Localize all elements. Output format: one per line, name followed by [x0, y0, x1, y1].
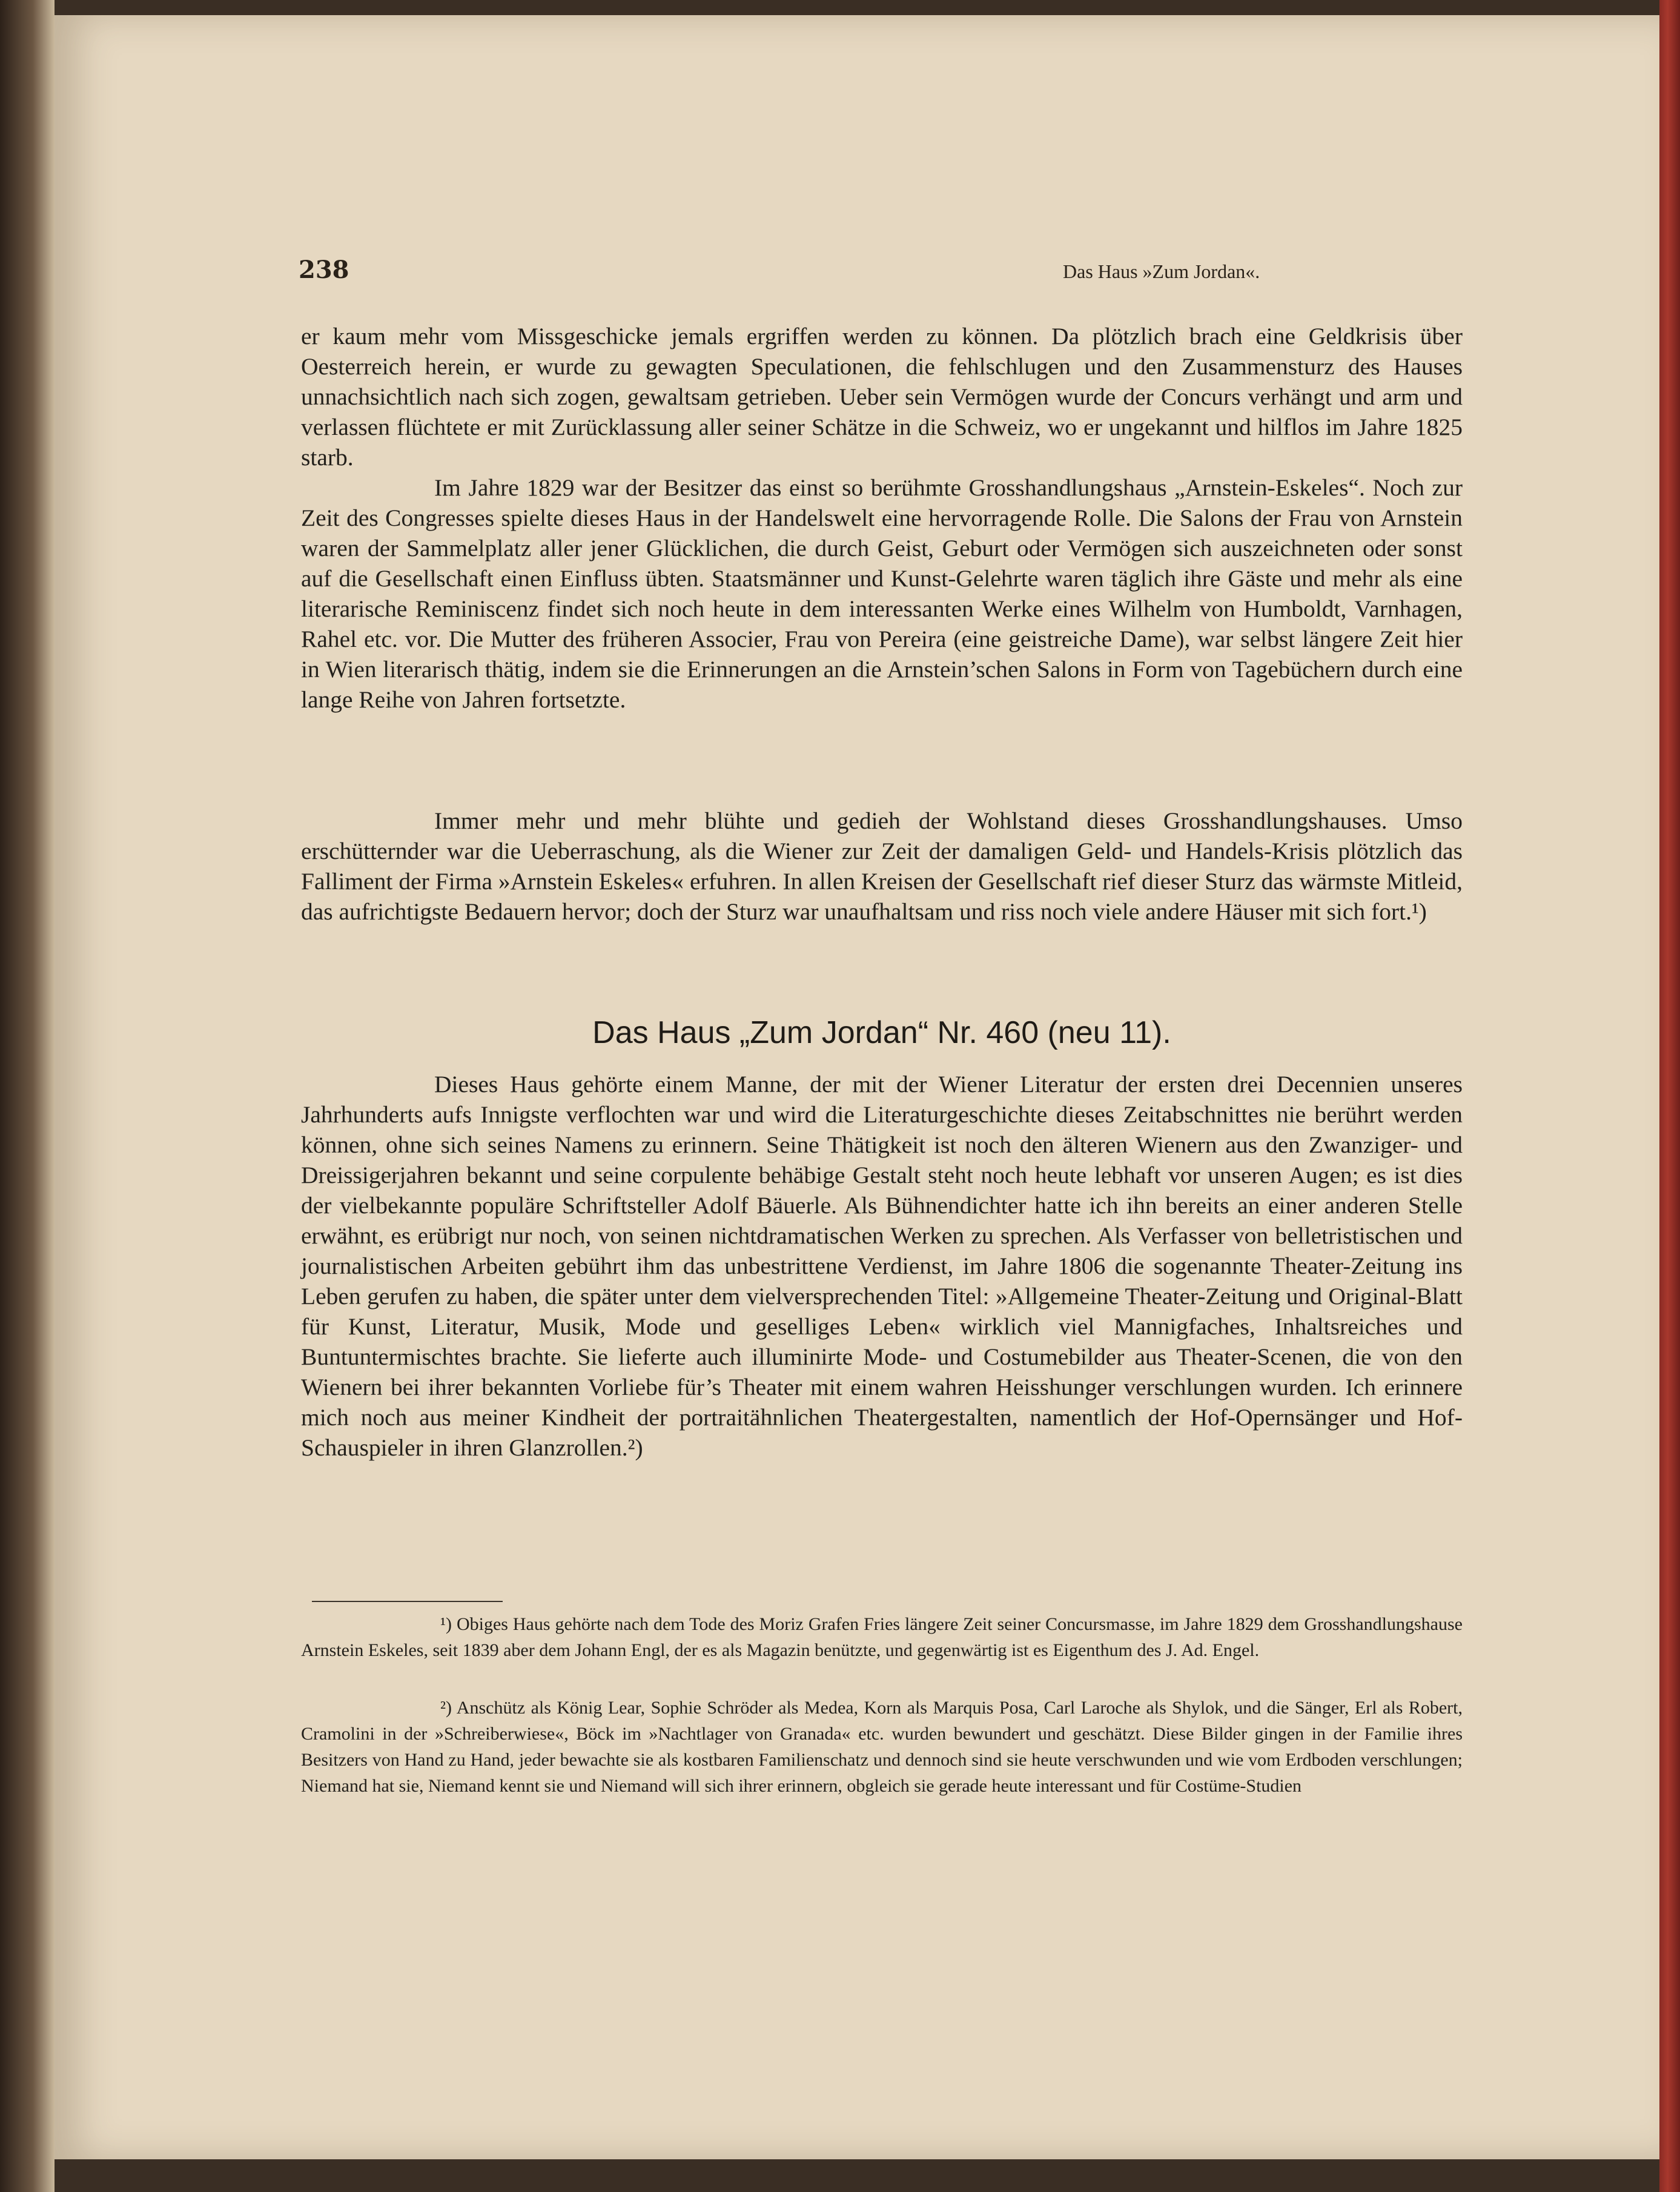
footnote-1: ¹) Obiges Haus gehörte nach dem Tode des Moriz Grafen Fries längere Zeit seiner Concursmasse, im Jahre 1829 dem Grosshandlungshause Arnstein Eskeles, seit 1839 aber dem Johann Engl, der es als Magazin benützte, und gegenwärtig ist es Eigenthum des J. Ad. Engel.: [301, 1614, 1463, 1660]
page-edge-right: [1659, 0, 1680, 2192]
page-number: 238: [299, 256, 349, 284]
paragraph-arnstein: Im Jahre 1829 war der Besitzer das einst so berühmte Grosshandlungshaus „Arnstein-Eskeles“. Noch zur Zeit des Congresses spielte dieses Haus in der Handelswelt eine hervorragende Rolle. Die Salons der Frau von Arnstein waren der Sammelplatz aller jener Glücklichen, die durch Geist, Geburt oder Vermögen sich auszeichneten oder sonst auf die Gesellschaft einen Einfluss übten. Staatsmänner und Kunst-Gelehrte waren täglich ihre Gäste und mehr als eine literarische Reminiscenz findet sich noch heute in dem interessanten Werke eines Wilhelm von Humboldt, Varnhagen, Rahel etc. vor. Die Mutter des früheren Associer, Frau von Pereira (eine geistreiche Dame), war selbst längere Zeit hier in Wien literarisch thätig, indem sie die Erinnerungen an die Arnstein’schen Salons in Form von Tagebüchern durch eine lange Reihe von Jahren fortsetzte.: [301, 474, 1463, 713]
paragraph-continued: er kaum mehr vom Missgeschicke jemals ergriffen werden zu können. Da plötzlich brach eine Geldkrisis über Oesterreich herein, er wurde zu gewagten Speculationen, die fehlschlugen und den Zusammensturz des Hauses unnachsichtlich nach sich zogen, gewaltsam getrieben. Ueber sein Vermögen wurde der Concurs verhängt und arm und verlassen flüchtete er mit Zurücklassung aller seiner Schätze in die Schweiz, wo er ungekannt und hilflos im Jahre 1825 starb.: [301, 323, 1463, 471]
footnote-rule: [312, 1601, 503, 1602]
paragraph-baeuerle: Dieses Haus gehörte einem Manne, der mit der Wiener Literatur der ersten drei Decennien unseres Jahrhunderts aufs Innigste verflochten war und wird die Literaturgeschichte dieses Zeitabschnittes nie berührt werden können, ohne sich seines Namens zu erinnern. Seine Thätigkeit ist noch den älteren Wienern aus den Zwanziger- und Dreissigerjahren bekannt und seine corpulente behäbige Gestalt steht noch heute lebhaft vor unseren Augen; es ist dies der vielbekannte populäre Schriftsteller Adolf Bäuerle. Als Bühnendichter hatte ich ihn bereits an einer anderen Stelle erwähnt, es erübrigt nur noch, von seinen nichtdramatischen Werken zu sprechen. Als Verfasser von belletristischen und journalistischen Arbeiten gebührt ihm das unbestrittene Verdienst, im Jahre 1806 die sogenannte Theater-Zeitung ins Leben gerufen zu haben, die später unter dem vielversprechenden Titel: »Allgemeine Theater-Zeitung und Original-Blatt für Kunst, Literatur, Musik, Mode und geselliges Leben« wirklich viel Mannigfaches, Inhaltsreiches und Buntuntermischtes brachte. Sie lieferte auch illuminirte Mode- und Costumebilder aus Theater-Scenen, die von den Wienern bei ihrer bekannten Vorliebe für’s Theater mit einem wahren Heisshunger verschlungen wurden. Ich erinnere mich noch aus meiner Kindheit der portraitähnlichen Theatergestalten, namentlich der Hof-Opernsänger und Hof-Schauspieler in ihren Glanzrollen.²): [301, 1071, 1463, 1461]
running-title: Das Haus »Zum Jordan«.: [1063, 260, 1260, 282]
section-heading: Das Haus „Zum Jordan“ Nr. 460 (neu 11).: [592, 1015, 1171, 1050]
page-header: [299, 256, 1465, 292]
book-spine-shadow: [0, 0, 55, 2192]
footnote-2: ²) Anschütz als König Lear, Sophie Schröder als Medea, Korn als Marquis Posa, Carl Laroche als Shylok, und die Sänger, Erl als Robert, Cramolini in der »Schreiberwiese«, Böck im »Nachtlager von Granada« etc. wurden bewundert und geschätzt. Diese Bilder gingen in der Familie ihres Besitzers von Hand zu Hand, jeder bewachte sie als kostbaren Familienschatz und dennoch sind sie heute verschwunden und wie vom Erdboden verschlungen; Niemand hat sie, Niemand kennt sie und Niemand will sich ihrer erinnern, obgleich sie gerade heute interessant und für Costüme-Studien: [301, 1698, 1463, 1796]
paragraph-wohlstand: Immer mehr und mehr blühte und gedieh der Wohlstand dieses Grosshandlungshauses. Umso erschütternder war die Ueberraschung, als die Wiener zur Zeit der damaligen Geld- und Handels-Krisis plötzlich das Falliment der Firma »Arnstein Eskeles« erfuhren. In allen Kreisen der Gesellschaft rief dieser Sturz das wärmste Mitleid, das aufrichtigste Bedauern hervor; doch der Sturz war unaufhaltsam und riss noch viele andere Häuser mit sich fort.¹): [301, 807, 1463, 925]
